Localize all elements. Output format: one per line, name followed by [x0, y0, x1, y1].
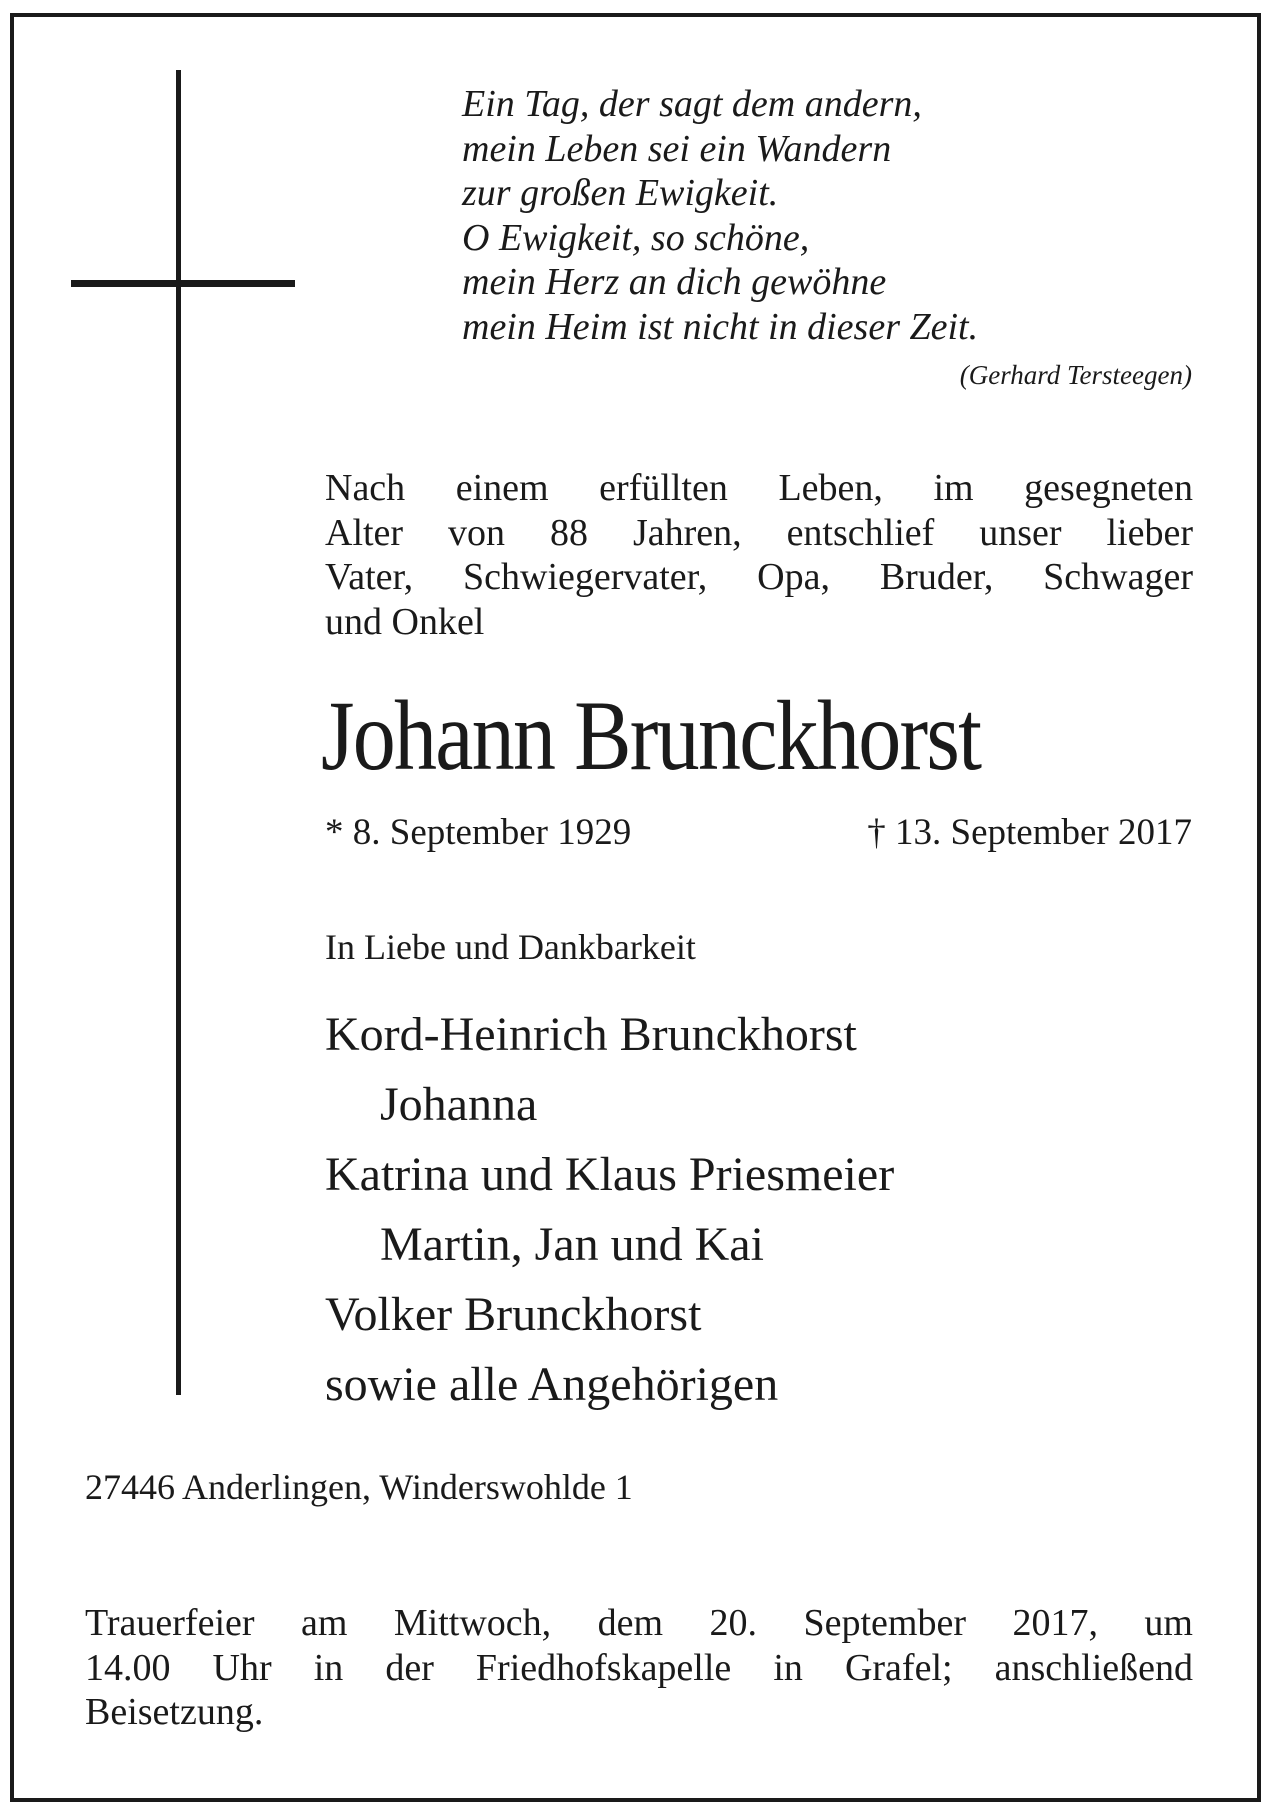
service-line: 14.00 Uhr in der Friedhofskapelle in Grafel; anschließend [85, 1646, 1193, 1689]
mourner-name: Johanna [380, 1078, 538, 1131]
poem-line: Ein Tag, der sagt dem andern, [462, 83, 922, 125]
intro-line: Alter von 88 Jahren, entschlief unser lieber [325, 511, 1193, 554]
service-line: Trauerfeier am Mittwoch, dem 20. September 2017, um [85, 1602, 1193, 1644]
family-address: 27446 Anderlingen, Winderswohlde 1 [85, 1467, 633, 1507]
intro-line: und Onkel [325, 600, 485, 643]
cross-vertical-bar [176, 70, 181, 1395]
funeral-service-notice [85, 1601, 1193, 1735]
intro-text [325, 466, 1193, 644]
mourners-list [325, 1000, 1205, 1420]
poem-author: (Gerhard Tersteegen) [959, 360, 1192, 390]
cross-horizontal-bar [71, 280, 295, 287]
intro-line: Vater, Schwiegervater, Opa, Bruder, Schwager [325, 556, 1193, 598]
poem-line: O Ewigkeit, so schöne, [462, 216, 810, 259]
mourner-name: Katrina und Klaus Priesmeier [325, 1148, 895, 1201]
deceased-name: Johann Brunckhorst [321, 680, 981, 791]
mourner-name: Kord-Heinrich Brunckhorst [325, 1008, 857, 1061]
mourner-name: Martin, Jan und Kai [380, 1218, 764, 1271]
poem-line: mein Leben sei ein Wandern [462, 127, 892, 170]
poem-line: mein Heim ist nicht in dieser Zeit. [462, 305, 979, 348]
mourner-name: Volker Brunckhorst [325, 1288, 702, 1341]
poem-line: mein Herz an dich gewöhne [462, 261, 887, 303]
poem [462, 82, 1202, 349]
greeting-line: In Liebe und Dankbarkeit [325, 927, 696, 967]
death-date: † 13. September 2017 [867, 812, 1192, 853]
birth-date: * 8. September 1929 [325, 812, 632, 853]
service-line: Beisetzung. [85, 1691, 264, 1733]
mourner-name: sowie alle Angehörigen [325, 1358, 779, 1411]
poem-line: zur großen Ewigkeit. [462, 172, 779, 214]
intro-line: Nach einem erfüllten Leben, im gesegneten [325, 467, 1193, 509]
